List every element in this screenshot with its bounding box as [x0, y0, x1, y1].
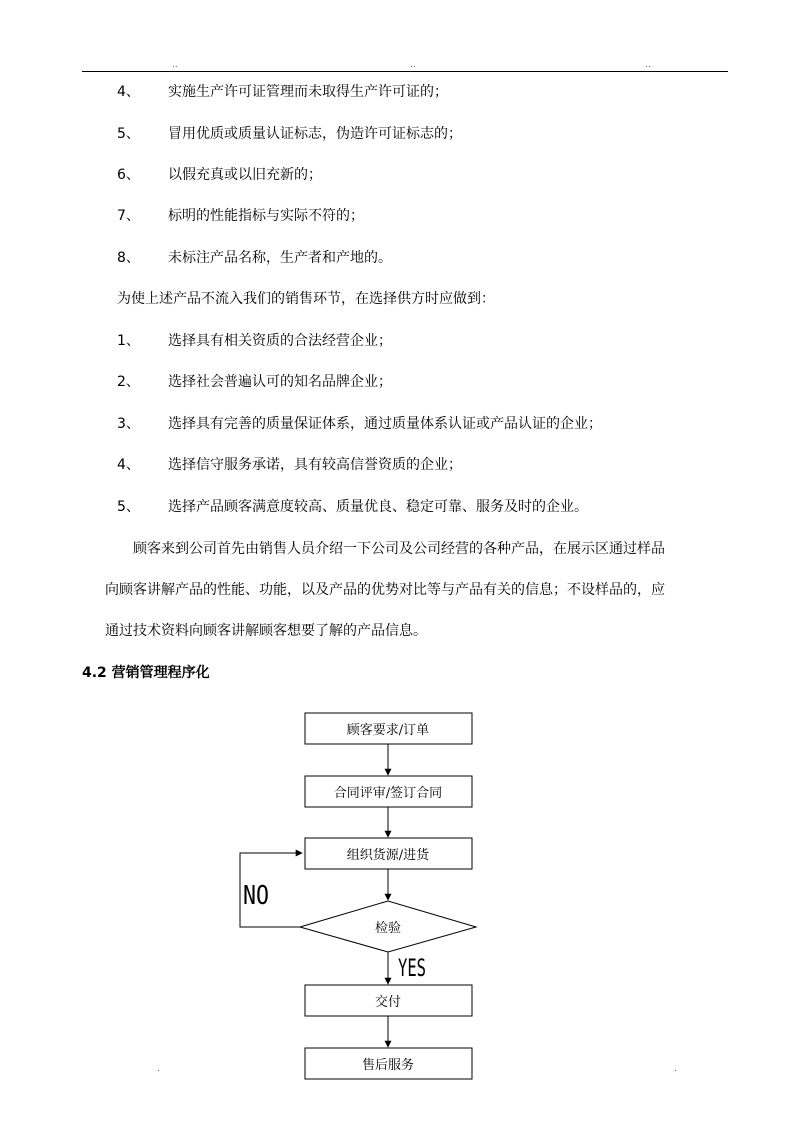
list-item: 5、 冒用优质或质量认证标志，伪造许可证标志的；: [117, 126, 462, 142]
step-label-delivery: 交付: [374, 995, 402, 1010]
header-mark: ..: [645, 60, 651, 70]
list-item: 8、 未标注产品名称，生产者和产地的。: [117, 250, 392, 266]
step-label-after-sales: 售后服务: [361, 1058, 415, 1073]
decision-label-inspection: 检验: [374, 921, 402, 936]
list-item: 2、 选择社会普遍认可的知名品牌企业；: [117, 374, 392, 390]
list-item: 6、 以假充真或以旧充新的；: [117, 167, 322, 183]
list-item: 4、 选择信守服务承诺，具有较高信誉资质的企业；: [117, 457, 462, 473]
step-label-contract: 合同评审/签订合同: [333, 786, 443, 801]
body-paragraph-line: 通过技术资料向顾客讲解顾客想要了解的产品信息。: [105, 623, 427, 639]
yes-label: YES: [398, 954, 426, 982]
step-label-sourcing: 组织货源/进货: [346, 848, 430, 863]
header-mark: ..: [172, 60, 178, 70]
list-item: 4、 实施生产许可证管理而未取得生产许可证的；: [117, 84, 448, 100]
section-heading: 4.2 营销管理程序化: [82, 665, 210, 681]
body-paragraph-line: 向顾客讲解产品的性能、功能，以及产品的优势对比等与产品有关的信息；不设样品的，应: [105, 582, 665, 598]
footer-mark: .: [674, 1064, 677, 1074]
list-item: 3、 选择具有完善的质量保证体系，通过质量体系认证或产品认证的企业；: [117, 416, 602, 432]
step-label-order: 顾客要求/订单: [346, 723, 430, 738]
list-item: 5、 选择产品顾客满意度较高、质量优良、稳定可靠、服务及时的企业。: [117, 499, 588, 515]
intro-paragraph: 为使上述产品不流入我们的销售环节，在选择供方时应做到：: [117, 291, 495, 307]
list-item: 1、 选择具有相关资质的合法经营企业；: [117, 333, 392, 349]
body-paragraph-line: 顾客来到公司首先由销售人员介绍一下公司及公司经营的各种产品，在展示区通过样品: [105, 541, 665, 557]
footer-mark: .: [157, 1064, 160, 1074]
no-label: NO: [243, 881, 269, 911]
header-mark: ..: [410, 60, 416, 70]
list-item: 7、 标明的性能指标与实际不符的；: [117, 208, 364, 224]
